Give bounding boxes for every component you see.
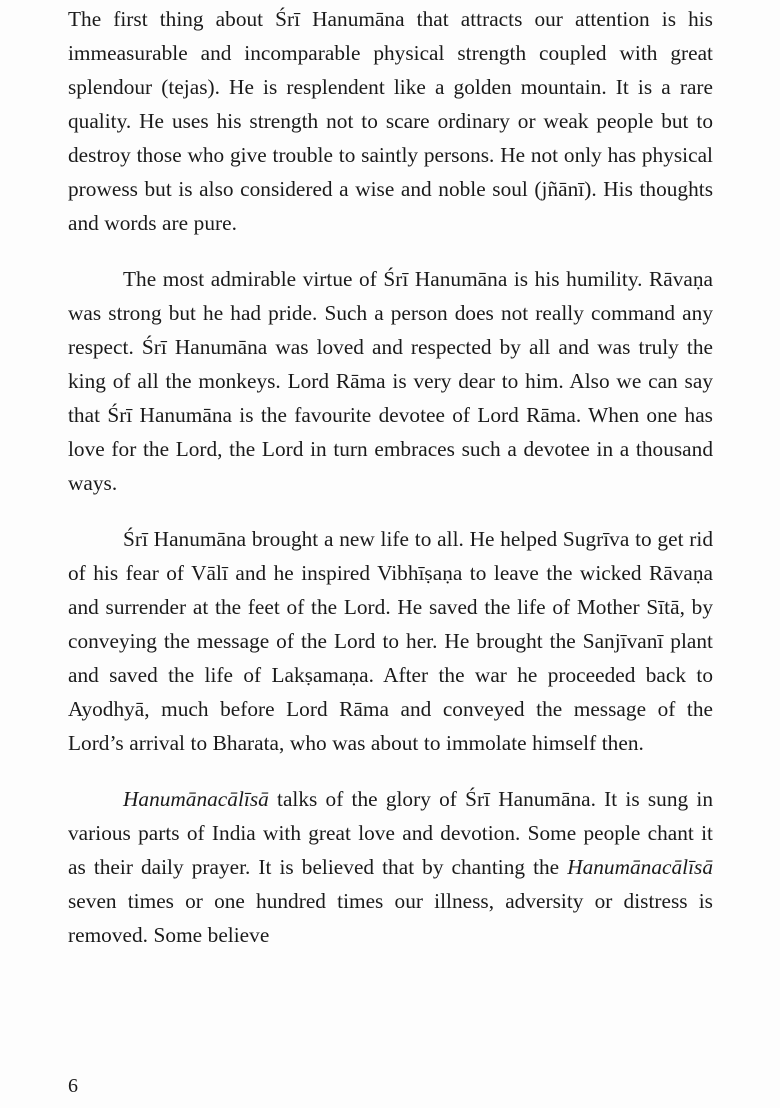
- work-title-hanumanacalisa-second: Hanumānacālīsā: [567, 855, 713, 879]
- body-paragraph-4-text-2: seven times or one hundred times our illness, adversity or distress is removed. Some believe: [68, 889, 713, 947]
- body-paragraph-1: The first thing about Śrī Hanumāna that attracts our attention is his immeasurable and incomparable physical strength coupled with great splendour (tejas). He is resplendent like a golden mountain. It is a rare quality. He uses his strength not to scare ordinary or weak people but to destroy those who give trouble to saintly persons. He not only has physical prowess but is also considered a wise and noble soul (jñānī). His thoughts and words are pure.: [68, 7, 713, 235]
- work-title-hanumanacalisa-first: Hanumānacālīsā: [123, 787, 269, 811]
- body-paragraph-3: Śrī Hanumāna brought a new life to all. He helped Sugrīva to get rid of his fear of Vālī and he inspired Vibhīṣaṇa to leave the wicked Rāvaṇa and surrender at the feet of the Lord. He saved the life of Mother Sītā, by conveying the message of the Lord to her. He brought the Sanjīvanī plant and saved the life of Lakṣamaṇa. After the war he proceeded back to Ayodhyā, much before Lord Rāma and conveyed the message of the Lord’s arrival to Bharata, who was about to immolate himself then.: [68, 527, 713, 755]
- page-number: 6: [68, 1075, 78, 1097]
- body-paragraph-4-text-1: talks of the glory of Śrī Hanumāna. It is sung in various parts of India with great love and devotion. Some people chant it as their daily prayer. It is believed that by chanting the: [68, 787, 713, 879]
- body-paragraph-4: [68, 782, 713, 952]
- body-paragraph-2: The most admirable virtue of Śrī Hanumāna is his humility. Rāvaṇa was strong but he had pride. Such a person does not really command any respect. Śrī Hanumāna was loved and respected by all and was truly the king of all the monkeys. Lord Rāma is very dear to him. Also we can say that Śrī Hanumāna is the favourite devotee of Lord Rāma. When one has love for the Lord, the Lord in turn embraces such a devotee in a thousand ways.: [68, 267, 713, 495]
- page-text-block: [68, 2, 713, 952]
